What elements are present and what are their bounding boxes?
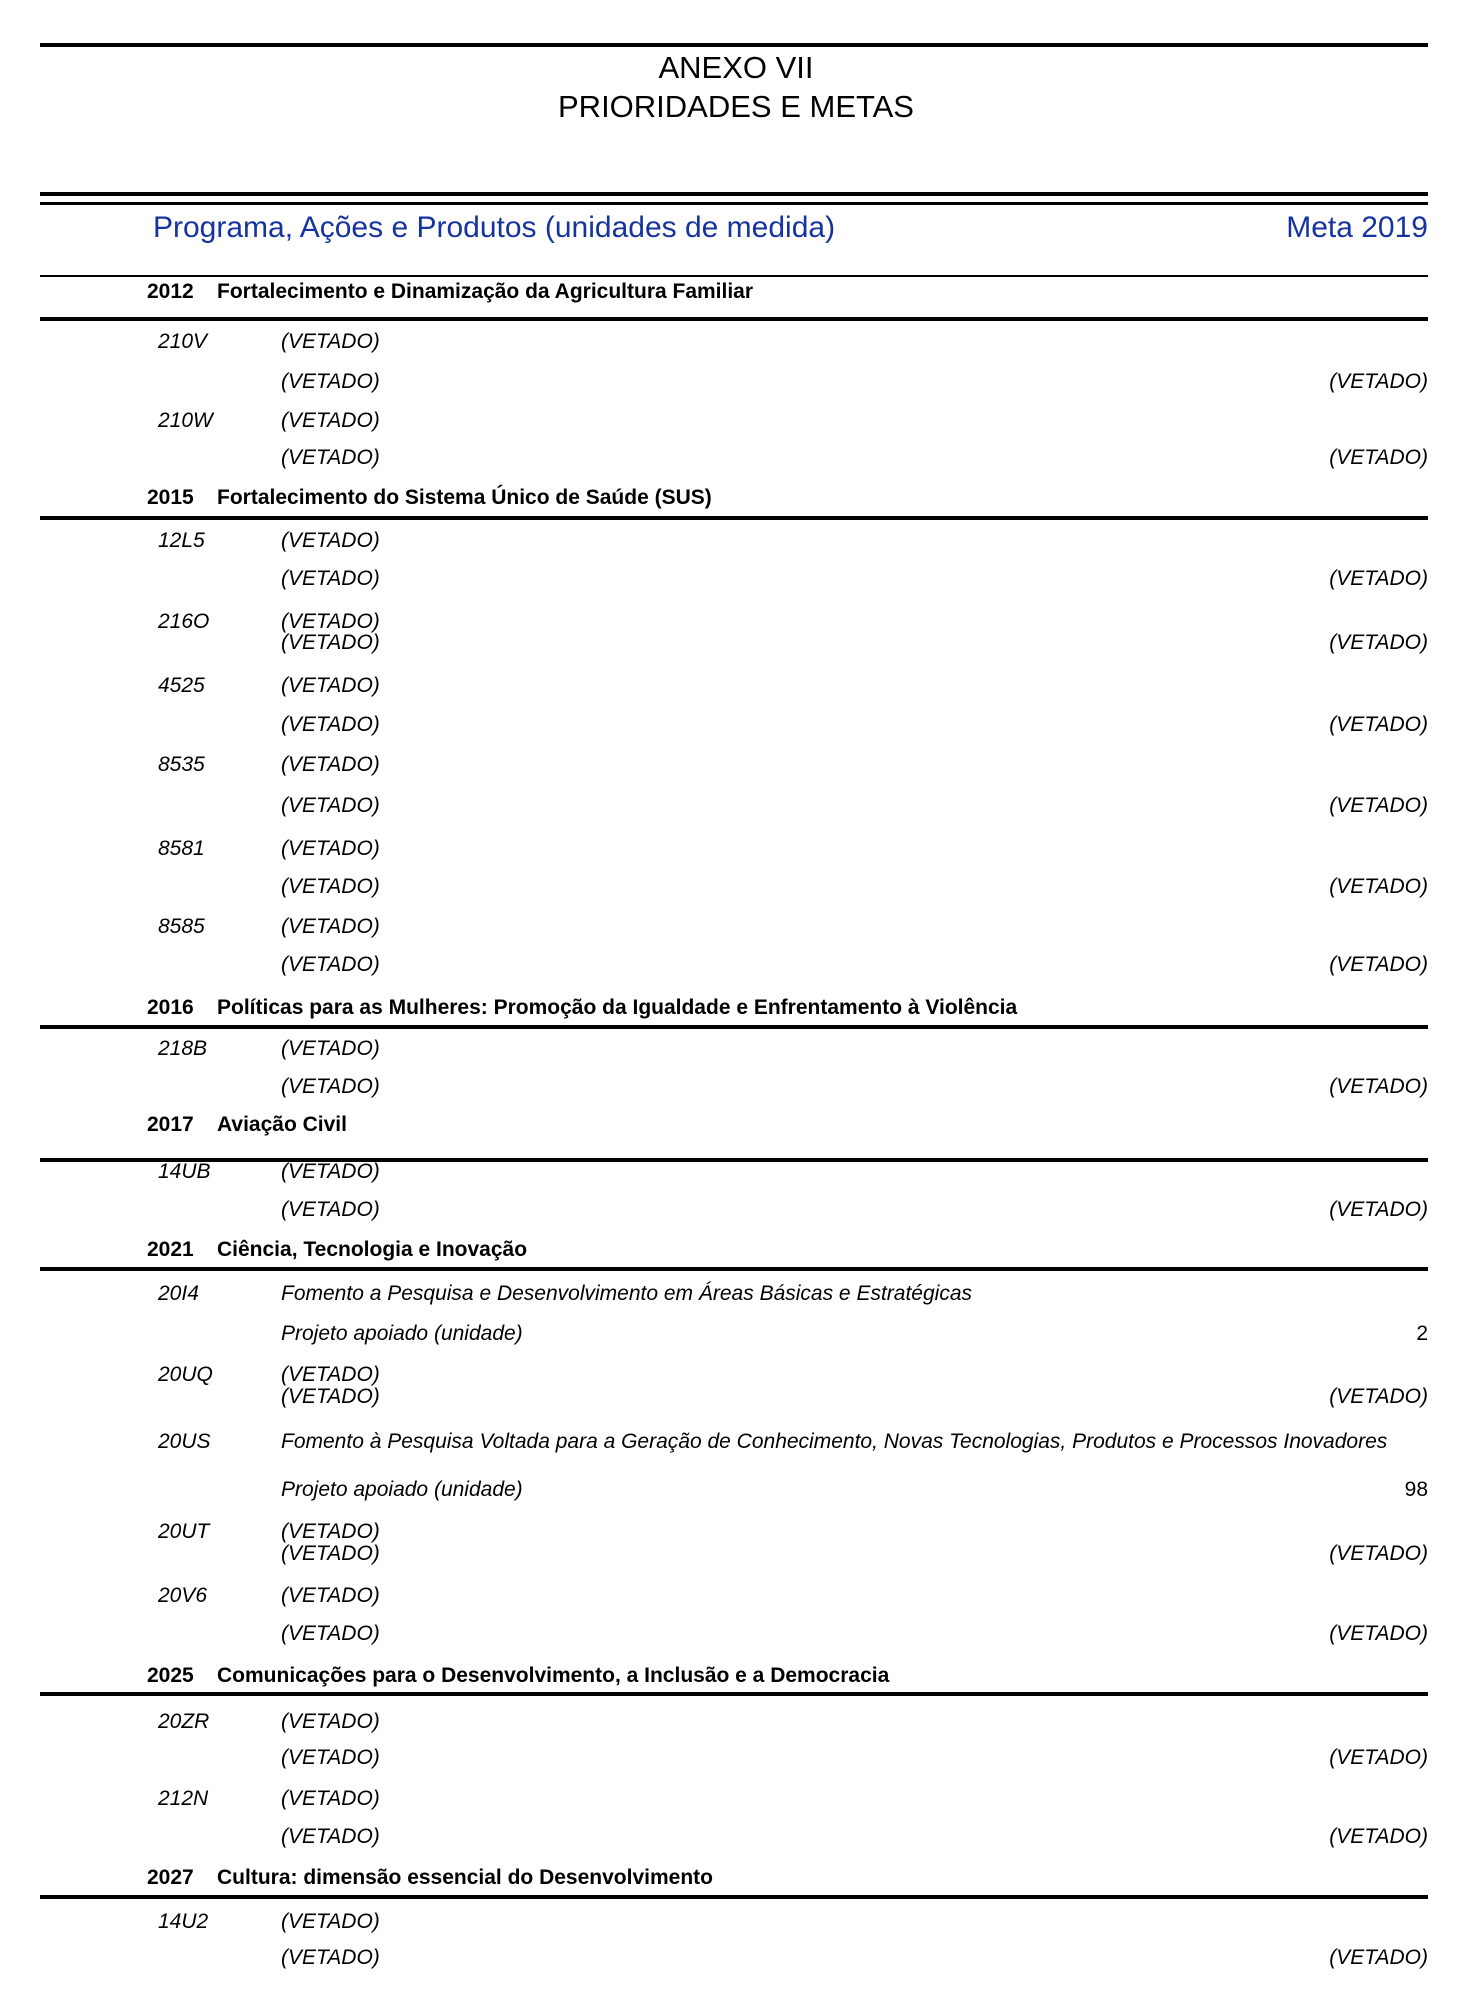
column-header-meta: Meta 2019 (1286, 211, 1428, 244)
action-title: (VETADO) (281, 529, 380, 552)
action-row (0, 1710, 1472, 1734)
meta-value: (VETADO) (1329, 875, 1428, 898)
action-title: (VETADO) (281, 409, 380, 432)
meta-value: (VETADO) (1329, 794, 1428, 817)
title-line-2: PRIORIDADES E METAS (558, 89, 914, 124)
product-name: (VETADO) (281, 1075, 380, 1098)
program-rule (40, 1025, 1428, 1029)
action-title: (VETADO) (281, 1787, 380, 1810)
program-title: Comunicações para o Desenvolvimento, a Inclusão e a Democracia (217, 1664, 890, 1687)
meta-value: (VETADO) (1329, 1075, 1428, 1098)
program-code: 2017 (147, 1113, 194, 1136)
product-name: (VETADO) (281, 567, 380, 590)
product-row (0, 1478, 1472, 1502)
program-rule (40, 317, 1428, 321)
product-name: (VETADO) (281, 446, 380, 469)
action-title: (VETADO) (281, 1910, 380, 1933)
action-title: (VETADO) (281, 1160, 380, 1183)
meta-value: (VETADO) (1329, 713, 1428, 736)
action-title: (VETADO) (281, 330, 380, 353)
action-code: 14UB (158, 1160, 211, 1183)
meta-value: (VETADO) (1329, 567, 1428, 590)
program-title: Políticas para as Mulheres: Promoção da Igualdade e Enfrentamento à Violência (217, 996, 1018, 1019)
program-code: 2025 (147, 1664, 194, 1687)
meta-value: 2 (1416, 1322, 1428, 1345)
product-row (0, 1946, 1472, 1970)
program-rule (40, 516, 1428, 520)
action-row (0, 1430, 1472, 1454)
action-title: (VETADO) (281, 674, 380, 697)
product-row (0, 794, 1472, 818)
program-rule (40, 1267, 1428, 1271)
meta-value: (VETADO) (1329, 446, 1428, 469)
product-row (0, 875, 1472, 899)
action-row (0, 1363, 1472, 1387)
action-row (0, 1584, 1472, 1608)
action-title: (VETADO) (281, 1584, 380, 1607)
action-row (0, 1160, 1472, 1184)
product-name: (VETADO) (281, 1198, 380, 1221)
action-title: (VETADO) (281, 1710, 380, 1733)
product-name: (VETADO) (281, 1542, 380, 1565)
program-rule (40, 1895, 1428, 1899)
action-row (0, 330, 1472, 354)
product-row (0, 713, 1472, 737)
product-name: (VETADO) (281, 953, 380, 976)
action-row (0, 753, 1472, 777)
product-row (0, 1622, 1472, 1646)
action-row (0, 837, 1472, 861)
program-title: Fortalecimento do Sistema Único de Saúde (SUS) (217, 486, 712, 509)
action-title: (VETADO) (281, 1363, 380, 1386)
program-header-row (0, 1664, 1472, 1688)
program-code: 2012 (147, 280, 194, 303)
action-row (0, 1910, 1472, 1934)
program-header-row (0, 996, 1472, 1020)
action-code: 20UQ (158, 1363, 213, 1386)
product-row (0, 446, 1472, 470)
action-title: (VETADO) (281, 837, 380, 860)
product-row (0, 1075, 1472, 1099)
header-separator-rule (40, 275, 1428, 277)
action-row (0, 1037, 1472, 1061)
product-name: (VETADO) (281, 1946, 380, 1969)
product-name: Projeto apoiado (unidade) (281, 1478, 523, 1501)
action-row (0, 529, 1472, 553)
meta-value: (VETADO) (1329, 631, 1428, 654)
product-name: (VETADO) (281, 1385, 380, 1408)
meta-value: (VETADO) (1329, 370, 1428, 393)
program-title: Aviação Civil (217, 1113, 347, 1136)
program-code: 2016 (147, 996, 194, 1019)
product-name: (VETADO) (281, 370, 380, 393)
product-name: Projeto apoiado (unidade) (281, 1322, 523, 1345)
product-row (0, 953, 1472, 977)
program-header-row (0, 1238, 1472, 1262)
program-code: 2015 (147, 486, 194, 509)
action-title: (VETADO) (281, 1520, 380, 1543)
action-row (0, 915, 1472, 939)
action-row (0, 1282, 1472, 1306)
meta-value: (VETADO) (1329, 1825, 1428, 1848)
product-row (0, 567, 1472, 591)
action-code: 8585 (158, 915, 205, 938)
program-title: Cultura: dimensão essencial do Desenvolvimento (217, 1866, 713, 1889)
action-row (0, 1520, 1472, 1544)
product-name: (VETADO) (281, 631, 380, 654)
product-row (0, 1746, 1472, 1770)
action-code: 12L5 (158, 529, 205, 552)
meta-value: (VETADO) (1329, 1622, 1428, 1645)
product-row (0, 1322, 1472, 1346)
action-code: 20I4 (158, 1282, 199, 1305)
action-row (0, 1787, 1472, 1811)
action-code: 20V6 (158, 1584, 208, 1607)
action-code: 4525 (158, 674, 205, 697)
program-code: 2027 (147, 1866, 194, 1889)
action-title: Fomento à Pesquisa Voltada para a Geração de Conhecimento, Novas Tecnologias, Produtos e Processos Inovadores (281, 1430, 1388, 1453)
product-name: (VETADO) (281, 1825, 380, 1848)
action-code: 20UT (158, 1520, 210, 1543)
header-double-rule-top (40, 192, 1428, 196)
action-title: (VETADO) (281, 1037, 380, 1060)
product-row (0, 631, 1472, 655)
meta-value: (VETADO) (1329, 1542, 1428, 1565)
product-row (0, 1385, 1472, 1409)
product-name: (VETADO) (281, 794, 380, 817)
program-header-row (0, 280, 1472, 304)
program-header-row (0, 1866, 1472, 1890)
title-line-1: ANEXO VII (658, 50, 814, 85)
action-title: Fomento a Pesquisa e Desenvolvimento em Áreas Básicas e Estratégicas (281, 1282, 973, 1305)
program-header-row (0, 1113, 1472, 1137)
product-name: (VETADO) (281, 875, 380, 898)
meta-value: 98 (1404, 1478, 1428, 1501)
action-code: 210V (158, 330, 208, 353)
meta-value: (VETADO) (1329, 953, 1428, 976)
product-name: (VETADO) (281, 1746, 380, 1769)
meta-value: (VETADO) (1329, 1198, 1428, 1221)
meta-value: (VETADO) (1329, 1385, 1428, 1408)
program-title: Ciência, Tecnologia e Inovação (217, 1238, 528, 1261)
action-title: (VETADO) (281, 753, 380, 776)
meta-value: (VETADO) (1329, 1946, 1428, 1969)
product-name: (VETADO) (281, 1622, 380, 1645)
action-code: 218B (158, 1037, 208, 1060)
product-row (0, 370, 1472, 394)
action-code: 216O (158, 610, 210, 633)
action-row (0, 674, 1472, 698)
action-code: 20US (158, 1430, 211, 1453)
action-code: 210W (158, 409, 213, 432)
action-code: 212N (158, 1787, 209, 1810)
action-title: (VETADO) (281, 915, 380, 938)
document-title (0, 48, 1472, 126)
header-double-rule-bottom (40, 202, 1428, 205)
product-row (0, 1198, 1472, 1222)
action-code: 14U2 (158, 1910, 209, 1933)
product-row (0, 1542, 1472, 1566)
column-header-program: Programa, Ações e Produtos (unidades de medida) (153, 211, 836, 244)
action-code: 8581 (158, 837, 205, 860)
product-name: (VETADO) (281, 713, 380, 736)
action-title: (VETADO) (281, 610, 380, 633)
action-code: 8535 (158, 753, 205, 776)
action-row (0, 409, 1472, 433)
program-code: 2021 (147, 1238, 194, 1261)
action-code: 20ZR (158, 1710, 210, 1733)
program-rule (40, 1692, 1428, 1696)
product-row (0, 1825, 1472, 1849)
program-title: Fortalecimento e Dinamização da Agricultura Familiar (217, 280, 754, 303)
meta-value: (VETADO) (1329, 1746, 1428, 1769)
program-header-row (0, 486, 1472, 510)
top-rule (40, 43, 1428, 47)
